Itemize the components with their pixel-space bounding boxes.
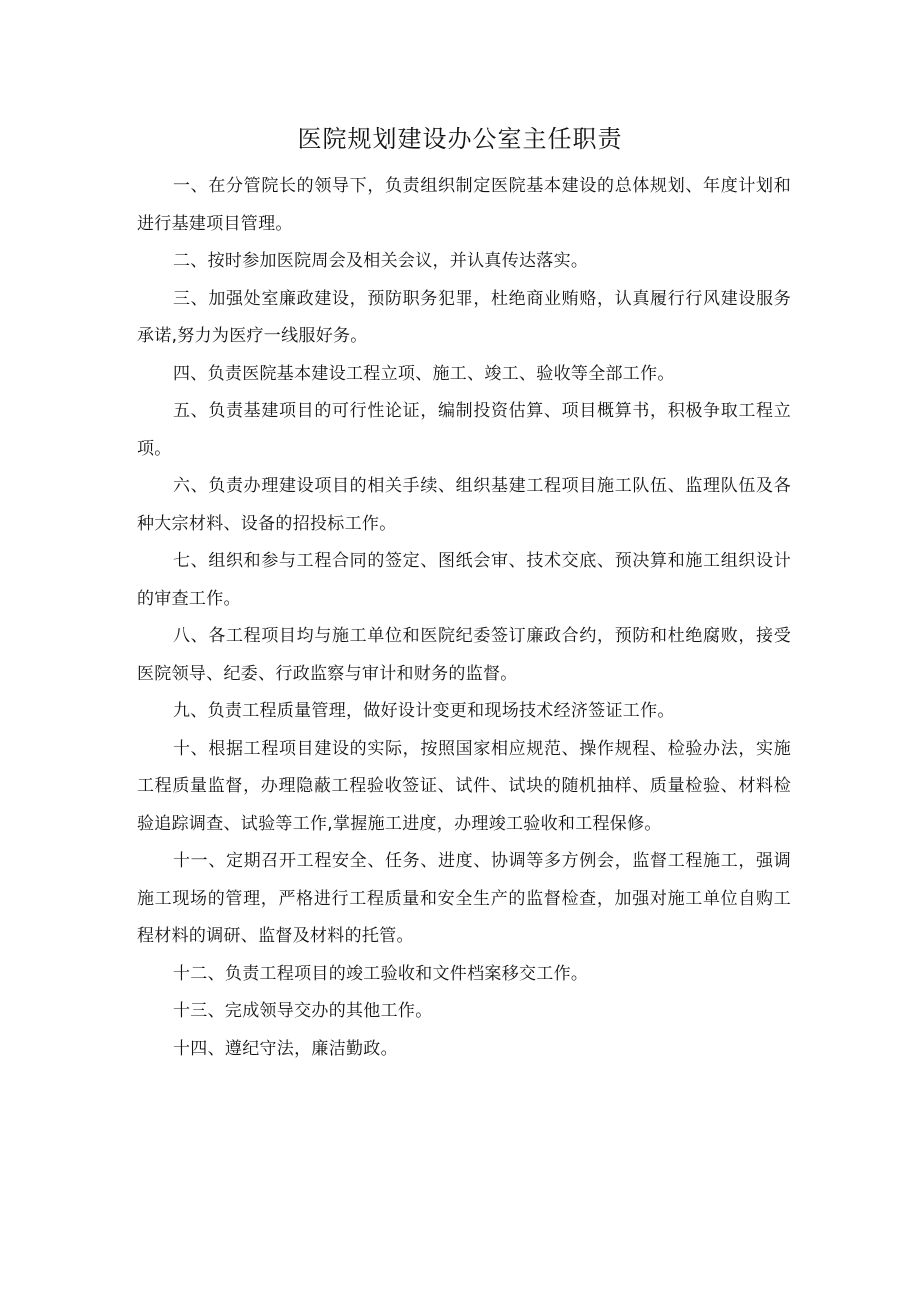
paragraph-14: 十四、遵纪守法，廉洁勤政。	[173, 1038, 398, 1059]
paragraph-12: 十二、负责工程项目的竣工验收和文件档案移交工作。	[173, 963, 589, 984]
paragraph-6: 六、负责办理建设项目的相关手续、组织基建工程项目施工队伍、监理队伍及各种大宗材料、设备的招投标工作。	[137, 476, 791, 534]
document-body	[137, 168, 791, 1068]
paragraph-10: 十、根据工程项目建设的实际，按照国家相应规范、操作规程、检验办法，实施工程质量监督，办理隐蔽工程验收签证、试件、试块的随机抽样、质量检验、材料检验追踪调查、试验等工作,掌握施工进度，办理竣工验收和工程保修。	[137, 738, 791, 834]
document-title: 医院规划建设办公室主任职责	[297, 125, 623, 153]
paragraph-13: 十三、完成领导交办的其他工作。	[173, 1001, 433, 1021]
paragraph-3: 三、加强处室廉政建设，预防职务犯罪，杜绝商业贿赂，认真履行行风建设服务承诺,努力为医疗一线服好务。	[137, 288, 791, 346]
paragraph-5: 五、负责基建项目的可行性论证，编制投资估算、项目概算书，积极争取工程立项。	[137, 401, 791, 459]
paragraph-4: 四、负责医院基本建设工程立项、施工、竣工、验收等全部工作。	[173, 363, 675, 384]
paragraph-7: 七、组织和参与工程合同的签定、图纸会审、技术交底、预决算和施工组织设计的审查工作。	[137, 551, 791, 609]
paragraph-2: 二、按时参加医院周会及相关会议，并认真传达落实。	[173, 251, 589, 271]
paragraph-8: 八、各工程项目均与施工单位和医院纪委签订廉政合约，预防和杜绝腐败，接受医院领导、纪委、行政监察与审计和财务的监督。	[137, 626, 791, 684]
paragraph-9: 九、负责工程质量管理，做好设计变更和现场技术经济签证工作。	[173, 701, 675, 721]
paragraph-1: 一、在分管院长的领导下，负责组织制定医院基本建设的总体规划、年度计划和进行基建项目管理。	[137, 176, 791, 234]
paragraph-11: 十一、定期召开工程安全、任务、进度、协调等多方例会，监督工程施工，强调施工现场的管理，严格进行工程质量和安全生产的监督检查，加强对施工单位自购工程材料的调研、监督及材料的托管。	[137, 851, 791, 946]
